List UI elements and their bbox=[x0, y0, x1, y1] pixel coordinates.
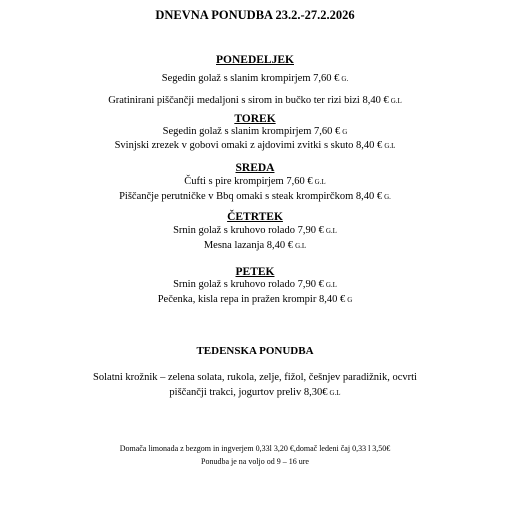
menu-item bbox=[0, 74, 510, 85]
menu-item bbox=[0, 192, 510, 203]
allergen-tag: G.L bbox=[325, 227, 337, 235]
day-heading-wednesday: SREDA bbox=[235, 162, 275, 174]
allergen-tag: G.L bbox=[329, 389, 341, 397]
menu-item-text: Segedin golaž s slanim krompirjem 7,60 € bbox=[161, 73, 340, 84]
page-title: DNEVNA PONUDBA 23.2.-27.2.2026 bbox=[155, 8, 355, 22]
menu-item-text: Čufti s pire krompirjem 7,60 € bbox=[184, 176, 313, 187]
menu-item-text: Piščančje perutničke v Bbq omaki s steak krompirčkom 8,40 € bbox=[119, 191, 383, 202]
weekly-offer-line: Solatni krožnik – zelena solata, rukola, zelje, fižol, češnjev paradižnik, ocvrti bbox=[93, 372, 417, 383]
menu-item-text: Segedin golaž s slanim krompirjem 7,60 € bbox=[162, 126, 341, 137]
weekly-offer-line bbox=[0, 388, 510, 399]
menu-item-text: Mesna lazanja 8,40 € bbox=[203, 240, 294, 251]
menu-item-text: Pečenka, kisla repa in pražen krompir 8,40 € bbox=[157, 294, 346, 305]
menu-item bbox=[0, 127, 510, 138]
weekly-offer-heading: TEDENSKA PONUDBA bbox=[196, 345, 314, 357]
allergen-tag: G.L bbox=[384, 142, 396, 150]
allergen-tag: G. bbox=[341, 75, 349, 83]
menu-item bbox=[0, 226, 510, 237]
allergen-tag: G.L bbox=[390, 97, 402, 105]
weekly-offer-text: piščančji trakci, jogurtov preliv 8,30€ bbox=[169, 387, 328, 398]
allergen-tag: G bbox=[347, 296, 353, 304]
menu-item-text: Gratinirani piščančji medaljoni s sirom in bučko ter rizi bizi 8,40 € bbox=[108, 95, 389, 106]
allergen-tag: G.L bbox=[314, 178, 326, 186]
allergen-tag: G bbox=[342, 128, 348, 136]
menu-item bbox=[0, 280, 510, 291]
day-heading-thursday: ČETRTEK bbox=[227, 211, 283, 223]
allergen-tag: G. bbox=[384, 193, 391, 201]
day-heading-friday: PETEK bbox=[235, 266, 275, 278]
menu-item bbox=[0, 241, 510, 252]
day-heading-tuesday: TOREK bbox=[234, 113, 276, 125]
menu-item bbox=[0, 141, 510, 152]
menu-item-text: Srnin golaž s kruhovo rolado 7,90 € bbox=[173, 279, 324, 290]
menu-item bbox=[0, 177, 510, 188]
allergen-tag: G.L bbox=[325, 281, 337, 289]
day-heading-monday: PONEDELJEK bbox=[216, 54, 294, 66]
menu-item-text: Svinjski zrezek v gobovi omaki z ajdovimi zvitki s skuto 8,40 € bbox=[114, 140, 383, 151]
menu-item bbox=[0, 96, 510, 107]
menu-item-text: Srnin golaž s kruhovo rolado 7,90 € bbox=[173, 225, 324, 236]
menu-item bbox=[0, 295, 510, 306]
footer-drinks: Domača limonada z bezgom in ingverjem 0,33l 3,20 €,domač ledeni čaj 0,33 l 3,50€ bbox=[119, 444, 391, 453]
allergen-tag: G.L bbox=[295, 242, 307, 250]
footer-hours: Ponudba je na voljo od 9 – 16 ure bbox=[201, 457, 309, 466]
